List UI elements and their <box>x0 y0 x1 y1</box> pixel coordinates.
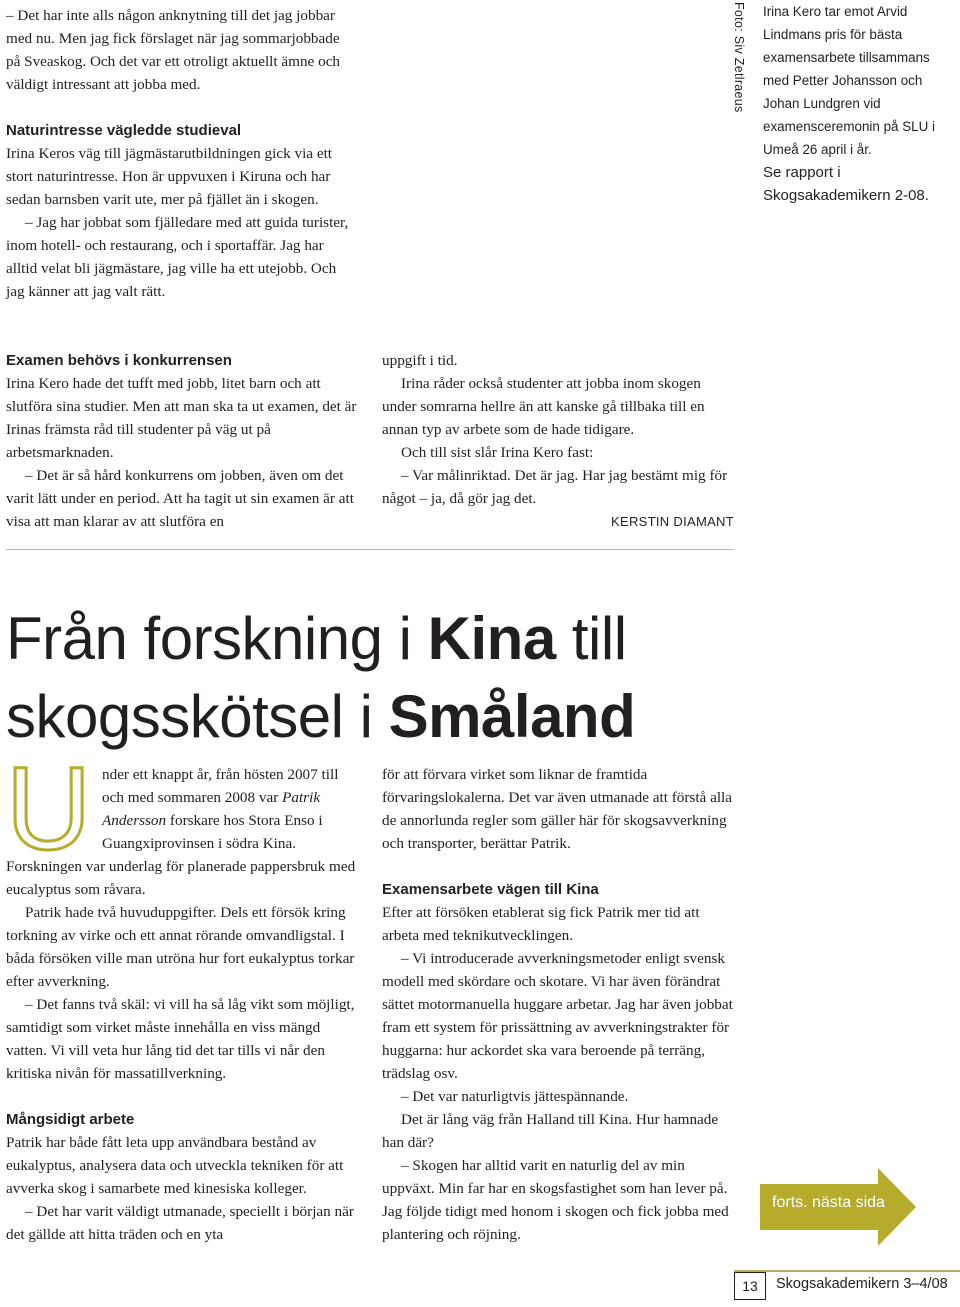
exam-paragraph-1: Irina Kero hade det tufft med jobb, litet barn och att slutföra sina studier. Men att man ska ta ut examen, det är Irinas främsta råd till studenter på väg ut på arbetsmarknaden. <box>6 375 357 461</box>
dropcap-letter-overlay <box>6 763 92 857</box>
exam-column <box>6 349 360 533</box>
headline-part-1: Från forskning i <box>6 605 428 672</box>
article-paragraph-5: – Det har varit väldigt utmanade, speciellt i början när det gällde att hitta träden och en yta <box>6 1203 354 1243</box>
caption-reference: Se rapport i Skogsakademikern 2-08. <box>763 164 929 204</box>
intro-paragraph-1: – Det har inte alls någon anknytning till det jag jobbar med nu. Men jag fick förslaget när jag sommarjobbade på Sveaskog. Och det var ett otroligt aktuellt ämne och väldigt intressant att jobba med. <box>6 7 341 93</box>
exam-column-continued <box>382 349 734 533</box>
headline-bold-smaland: Småland <box>388 683 636 750</box>
article-right-paragraph-2: Efter att försöken etablerat sig fick Patrik mer tid att arbeta med teknikutvecklingen. <box>382 904 700 944</box>
footer-rule <box>734 1270 960 1272</box>
photo-credit: Foto: Siv Zetlraeus <box>732 2 746 113</box>
exam-continued-3: Och till sist slår Irina Kero fast: <box>401 444 594 461</box>
article-right-paragraph-1: för att förvara virket som liknar de framtida förvaringslokalerna. Det var även utmanade att förstå alla de annorlunda regler som gäller här för skogsavverkning och transporter, berättar Patrik. <box>382 766 733 852</box>
svg-text:U: U <box>6 763 92 857</box>
exam-continued-2: Irina råder också studenter att jobba inom skogen under somrarna hellre än att kanske gå tillbaka till en annan typ av arbete som de hade tidigare. <box>382 375 705 438</box>
exam-continued-4: – Var målinriktad. Det är jag. Har jag bestämt mig för något – ja, då gör jag det. <box>382 467 728 507</box>
page-number: 13 <box>734 1272 766 1300</box>
article-headline <box>6 600 906 756</box>
photo-caption <box>763 0 953 207</box>
intro-paragraph-3: – Jag har jobbat som fjälledare med att guida turister, inom hotell- och restaurang, och i sportaffär. Jag har alltid velat bli jägmästare, jag ville ha ett utejobb. Och jag känner att jag valt rätt. <box>6 214 349 300</box>
subheading-naturintresse: Naturintresse vägledde studieval <box>6 122 242 139</box>
caption-text: Irina Kero tar emot Arvid Lindmans pris för bästa examensarbete tillsammans med Petter Johansson och Johan Lundgren vid examensceremonin på SLU i Umeå 26 april i år. <box>763 4 935 157</box>
article-lead: nder ett knappt år, från hösten 2007 till och med sommaren 2008 var Patrik Andersson forskare hos Stora Enso i Guangxiprovinsen i södra Kina. Forskningen var underlag för planerade pappersbruk med eucalyptus som råvara. <box>6 766 356 898</box>
section-divider <box>6 549 734 550</box>
article-column-right <box>382 763 734 1246</box>
author-byline: KERSTIN DIAMANT <box>611 514 734 529</box>
continue-label[interactable]: forts. nästa sida <box>772 1194 885 1211</box>
article-right-paragraph-3: – Vi introducerade avverkningsmetoder enligt svensk modell med skördare och skotare. Vi har även förändrat sättet motormanuella huggare arbetar. Jag har även jobbat fram ett system för prissättning av avverkningstrakter för huggarna: hur ackordet ska vara beroende på terräng, trädslag osv. <box>382 950 733 1082</box>
intro-paragraph-2: Irina Keros väg till jägmästarutbildningen gick via ett stort naturintresse. Hon är uppvuxen i Kiruna och har sedan barnsben varit ute, mer på fjället än i skogen. <box>6 145 333 208</box>
magazine-issue: Skogsakademikern 3–4/08 <box>776 1276 948 1292</box>
intro-column <box>6 4 356 303</box>
article-right-paragraph-5: Det är lång väg från Halland till Kina. Hur hamnade han där? <box>382 1111 719 1151</box>
exam-paragraph-2: – Det är så hård konkurrens om jobben, även om det varit lätt under en period. Att ha tagit ut sin examen är att visa att man klarar av att slutföra en <box>6 467 354 530</box>
headline-part-2: till skogsskötsel i <box>6 605 627 750</box>
subheading-examen: Examen behövs i konkurrensen <box>6 352 232 369</box>
article-paragraph-2: Patrik hade två huvuduppgifter. Dels ett försök kring torkning av virke och ett annat rörande omvandligstal. I båda försöken ville man utröna hur fort eukalyptus torkar efter avverkning. <box>6 904 355 990</box>
article-right-paragraph-6: – Skogen har alltid varit en naturlig del av min uppväxt. Min far har en skogsfastighet som han lever på. Jag följde tidigt med honom i skogen och fick jobba med plantering och röjning. <box>382 1157 729 1243</box>
article-paragraph-4: Patrik har både fått leta upp användbara bestånd av eukalyptus, analysera data och utveckla tekniken för att avverka skog i samarbete med kinesiska kolleger. <box>6 1134 344 1197</box>
exam-continued-1: uppgift i tid. <box>382 352 458 369</box>
article-right-paragraph-4: – Det var naturligtvis jättespännande. <box>401 1088 629 1105</box>
article-paragraph-3: – Det fanns två skäl: vi vill ha så låg vikt som möjligt, samtidigt som virket måste innehålla en viss mängd vatten. Vi vill veta hur lång tid det tar tills vi når den kritiska nivån för massatillverkning. <box>6 996 355 1082</box>
subheading-mangsidigt: Mångsidigt arbete <box>6 1111 135 1128</box>
subheading-examensarbete: Examensarbete vägen till Kina <box>382 881 599 898</box>
headline-bold-kina: Kina <box>427 605 556 672</box>
